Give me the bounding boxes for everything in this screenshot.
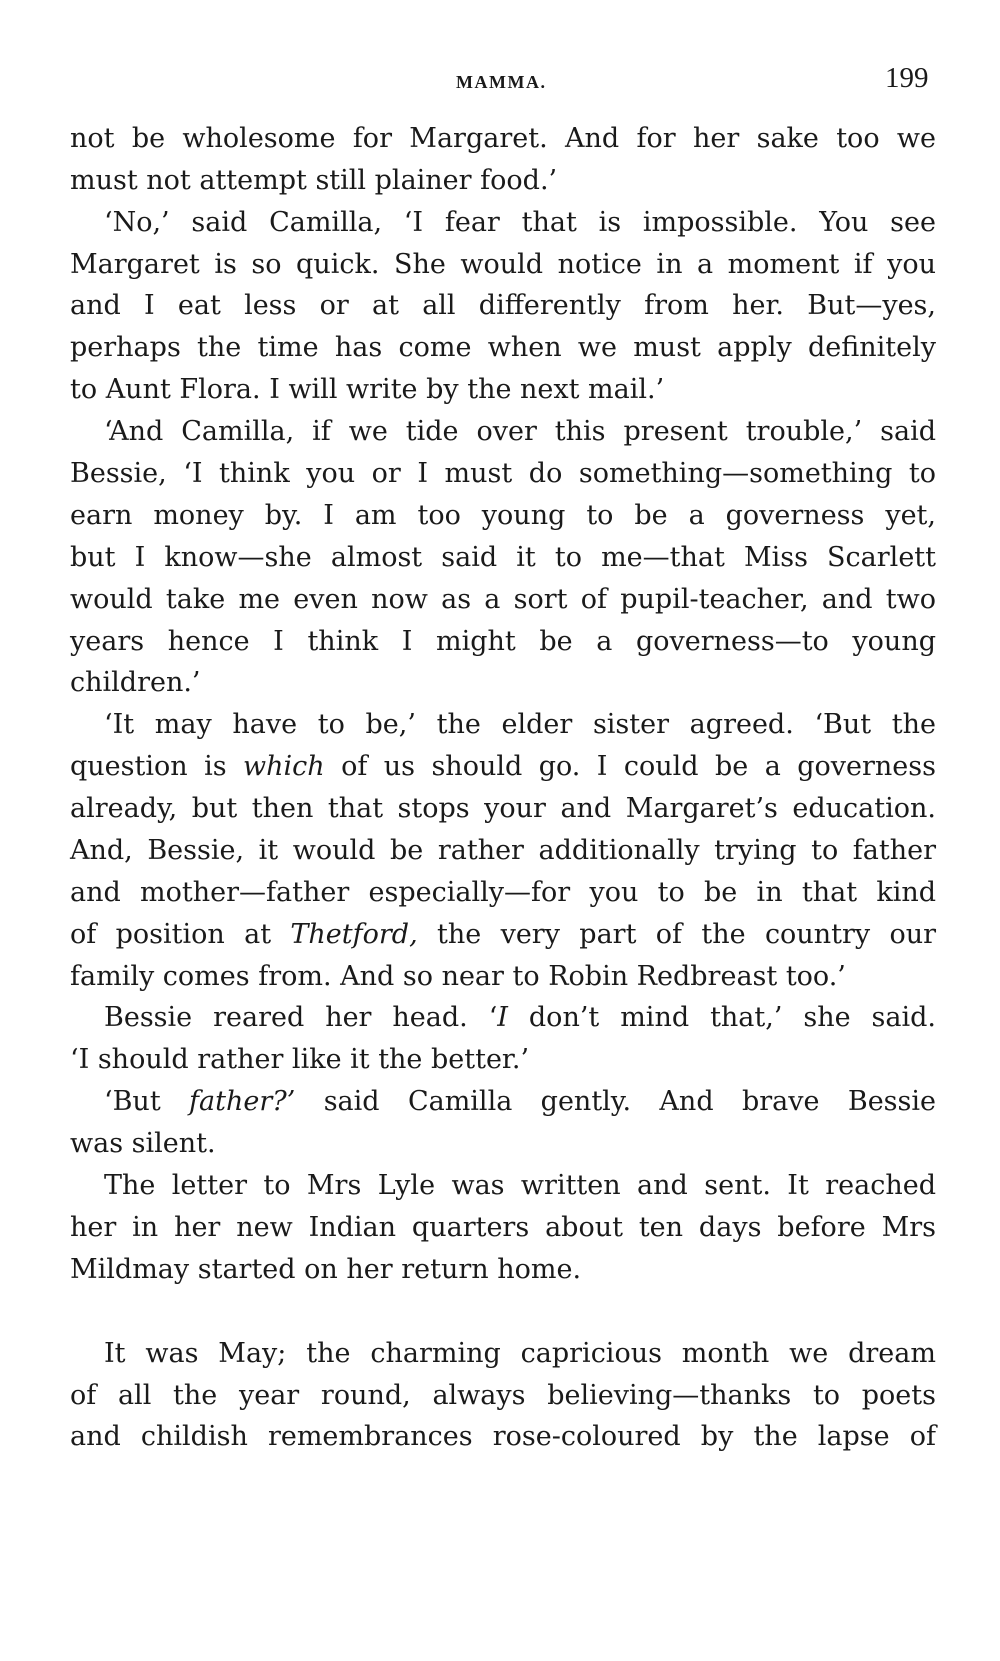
text-line: The letter to Mrs Lyle was written and sent. It reached [104, 1170, 936, 1201]
text-line: already, but then that stops your and Margaret’s education. [70, 793, 936, 824]
running-head: MAMMA. [456, 72, 547, 92]
text-line: not be wholesome for Margaret. And for her sake too we [70, 123, 936, 154]
text-line: but I know—she almost said it to me—that Miss Scarlett [70, 542, 936, 573]
text-line: Margaret is so quick. She would notice in a moment if you [70, 249, 936, 280]
italic-text: father?’ [189, 1086, 296, 1117]
text-line: was silent. [70, 1128, 216, 1159]
italic-text: Thetford, [290, 919, 418, 950]
text-line: ‘No,’ said Camilla, ‘I fear that is impossible. You see [104, 207, 936, 238]
text-line: to Aunt Flora. I will write by the next mail.’ [70, 374, 665, 405]
italic-text: I [497, 1002, 508, 1033]
text-run: said Camilla gently. And brave Bessie [295, 1086, 937, 1117]
text-line: earn money by. I am too young to be a governess yet, [70, 500, 936, 531]
text-line [104, 999, 936, 1037]
text-line: ‘It may have to be,’ the elder sister agreed. ‘But the [104, 709, 936, 740]
text-line [70, 748, 936, 786]
page-number: 199 [885, 62, 929, 94]
text-run: Bessie reared her head. ‘ [104, 1002, 498, 1033]
italic-text: which [243, 751, 325, 782]
text-run: ‘But [104, 1086, 190, 1117]
text-line: and childish remembrances rose-coloured by the lapse of [70, 1421, 936, 1452]
text-line [104, 1083, 936, 1121]
text-line: Bessie, ‘I think you or I must do something—something to [70, 458, 936, 489]
text-line: years hence I think I might be a governess—to young [70, 626, 936, 657]
text-run: of us should go. I could be a governess [324, 751, 936, 782]
text-run: of position at [70, 919, 291, 950]
text-line: must not attempt still plainer food.’ [70, 165, 558, 196]
text-line: her in her new Indian quarters about ten days before Mrs [70, 1212, 936, 1243]
text-line: of all the year round, always believing—thanks to poets [70, 1380, 936, 1411]
text-line: perhaps the time has come when we must apply definitely [70, 332, 936, 363]
text-run: the very part of the country our [417, 919, 937, 950]
text-run: don’t mind that,’ she said. [507, 1002, 936, 1033]
text-line: And, Bessie, it would be rather additionally trying to father [70, 835, 936, 866]
text-line: would take me even now as a sort of pupil-teacher, and two [70, 584, 936, 615]
text-run: question is [70, 751, 243, 782]
text-line: ‘I should rather like it the better.’ [70, 1044, 530, 1075]
text-line: It was May; the charming capricious month we dream [104, 1338, 936, 1369]
text-line: ‘And Camilla, if we tide over this present trouble,’ said [104, 416, 936, 447]
text-line: family comes from. And so near to Robin Redbreast too.’ [70, 961, 846, 992]
text-line: and mother—father especially—for you to be in that kind [70, 877, 936, 908]
text-line [70, 916, 936, 954]
text-line: children.’ [70, 667, 201, 698]
text-line: Mildmay started on her return home. [70, 1254, 582, 1285]
text-line: and I eat less or at all differently from her. But—yes, [70, 290, 936, 321]
